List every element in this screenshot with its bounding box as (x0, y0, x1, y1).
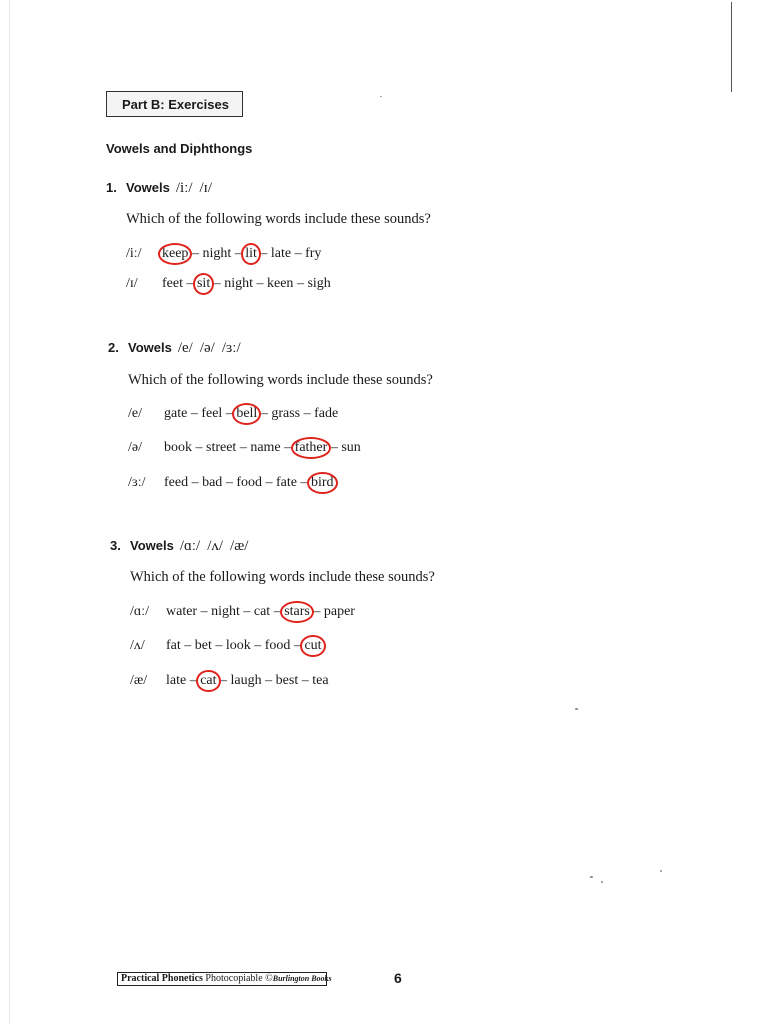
exercise-2-heading (108, 340, 248, 357)
word-separator: – (188, 475, 203, 490)
exercise-phoneme: /ɑː/ (179, 538, 201, 554)
word-separator: – (290, 638, 305, 653)
word-separator: – (197, 604, 212, 619)
phoneme-symbol: /ɑː/ (130, 604, 149, 619)
exercise-label: Vowels (130, 538, 174, 553)
word-separator: – (298, 673, 313, 688)
footer-publisher: Burlington Books (272, 974, 332, 983)
circled-answer-word: father (294, 440, 328, 455)
page-edge-shadow (9, 0, 10, 1024)
word-separator: – (327, 440, 342, 455)
word-separator: – (296, 475, 311, 490)
choice-word: food (264, 638, 291, 653)
word-separator: – (188, 246, 203, 261)
word-separator: – (180, 638, 195, 653)
word-separator: – (257, 406, 272, 421)
exercise-2-row-1 (128, 406, 338, 422)
choice-word: feel (201, 406, 223, 421)
scan-speck (660, 870, 662, 872)
word-separator: – (280, 440, 295, 455)
choice-word: cat (253, 604, 271, 619)
choice-word: night (224, 276, 253, 291)
exercise-3-heading (110, 538, 255, 555)
exercise-label: Vowels (126, 180, 170, 195)
word-separator: – (291, 246, 306, 261)
phoneme-symbol: /ɪ/ (126, 276, 138, 291)
word-separator: – (222, 406, 237, 421)
page-edge-line (731, 2, 732, 92)
exercise-number: 1. (106, 180, 117, 195)
section-title: Vowels and Diphthongs (106, 141, 253, 156)
exercise-3-row-1 (130, 604, 355, 620)
word-separator: – (186, 673, 201, 688)
phoneme-symbol: /ɜː/ (128, 475, 146, 490)
phoneme-symbol: /e/ (128, 406, 142, 421)
exercise-label: Vowels (128, 340, 172, 355)
choice-word: late (270, 246, 292, 261)
word-separator: – (293, 276, 308, 291)
choice-word: water (166, 604, 198, 619)
word-separator: – (216, 673, 231, 688)
exercise-1-heading (106, 180, 219, 197)
word-separator: – (187, 406, 202, 421)
phoneme-symbol: /iː/ (126, 246, 142, 261)
exercise-1-question: Which of the following words include these sounds? (126, 211, 431, 227)
part-header-box (106, 91, 243, 117)
circled-answer-word: keep (162, 246, 189, 261)
choice-word: late (166, 673, 187, 688)
choice-word: fate (275, 475, 297, 490)
word-separator: – (256, 246, 271, 261)
exercise-phoneme: /ə/ (199, 340, 215, 356)
exercise-phoneme: /ɪ/ (199, 180, 213, 196)
choice-word: name (250, 440, 281, 455)
exercise-phoneme: /iː/ (175, 180, 193, 196)
choice-word: sigh (307, 276, 331, 291)
word-separator: – (182, 276, 197, 291)
circled-answer-word: lit (245, 246, 257, 261)
choice-word: book (164, 440, 192, 455)
choice-word: fade (314, 406, 339, 421)
exercise-phoneme: /æ/ (230, 538, 249, 554)
word-separator: – (270, 604, 285, 619)
exercise-2-question: Which of the following words include these sounds? (128, 372, 433, 388)
exercise-1-row-2 (126, 276, 331, 292)
word-separator: – (239, 604, 254, 619)
circled-answer-word: cat (200, 673, 217, 688)
circled-answer-word: cut (304, 638, 322, 653)
exercise-1-row-1 (126, 246, 321, 262)
footer-title: Practical Phonetics (121, 973, 203, 984)
word-separator: – (300, 406, 315, 421)
choice-word: night (202, 246, 232, 261)
word-separator: – (236, 440, 251, 455)
exercise-3-row-2 (130, 638, 322, 654)
choice-word: best (275, 673, 299, 688)
word-separator: – (253, 276, 267, 291)
choice-word: fat (166, 638, 181, 653)
word-separator: – (261, 673, 276, 688)
scan-speck (575, 708, 578, 710)
word-separator: – (261, 475, 276, 490)
word-separator: – (250, 638, 265, 653)
word-separator: – (231, 246, 246, 261)
exercise-3-row-3 (130, 673, 329, 689)
scan-speck (380, 96, 382, 97)
choice-word: look (225, 638, 251, 653)
choice-word: sun (341, 440, 361, 455)
word-separator: – (210, 276, 225, 291)
choice-word: street (206, 440, 237, 455)
choice-word: paper (323, 604, 355, 619)
footer-text: Photocopiable © (202, 973, 273, 984)
choice-word: feet (162, 276, 183, 291)
choice-word: fry (305, 246, 322, 261)
choice-word: gate (164, 406, 188, 421)
exercise-phoneme: /ʌ/ (207, 538, 224, 554)
choice-word: laugh (230, 673, 262, 688)
choice-word: grass (271, 406, 301, 421)
scan-speck (590, 876, 593, 878)
part-header-label: Part B: Exercises (122, 97, 229, 112)
choice-word: feed (164, 475, 189, 490)
circled-answer-word: bell (236, 406, 258, 421)
word-separator: – (222, 475, 237, 490)
exercise-number: 3. (110, 538, 121, 553)
choice-word: tea (312, 673, 329, 688)
word-separator: – (192, 440, 206, 455)
word-separator: – (309, 604, 324, 619)
phoneme-symbol: /ə/ (128, 440, 142, 455)
word-separator: – (211, 638, 226, 653)
scan-speck (601, 881, 603, 883)
footer-copyright-box (117, 972, 332, 986)
page-number: 6 (394, 970, 402, 986)
phoneme-symbol: /ʌ/ (130, 638, 145, 653)
choice-word: food (236, 475, 262, 490)
exercise-2-row-3 (128, 475, 334, 491)
exercise-number: 2. (108, 340, 119, 355)
exercise-2-row-2 (128, 440, 361, 456)
choice-word: bad (202, 475, 223, 490)
circled-answer-word: sit (196, 276, 211, 291)
exercise-phoneme: /ɜː/ (221, 340, 241, 356)
phoneme-symbol: /æ/ (130, 673, 148, 688)
exercise-phoneme: /e/ (177, 340, 193, 356)
circled-answer-word: bird (310, 475, 334, 490)
choice-word: keen (267, 276, 294, 291)
exercise-3-question: Which of the following words include these sounds? (130, 569, 435, 585)
choice-word: night (211, 604, 240, 619)
circled-answer-word: stars (284, 604, 310, 619)
choice-word: bet (194, 638, 212, 653)
